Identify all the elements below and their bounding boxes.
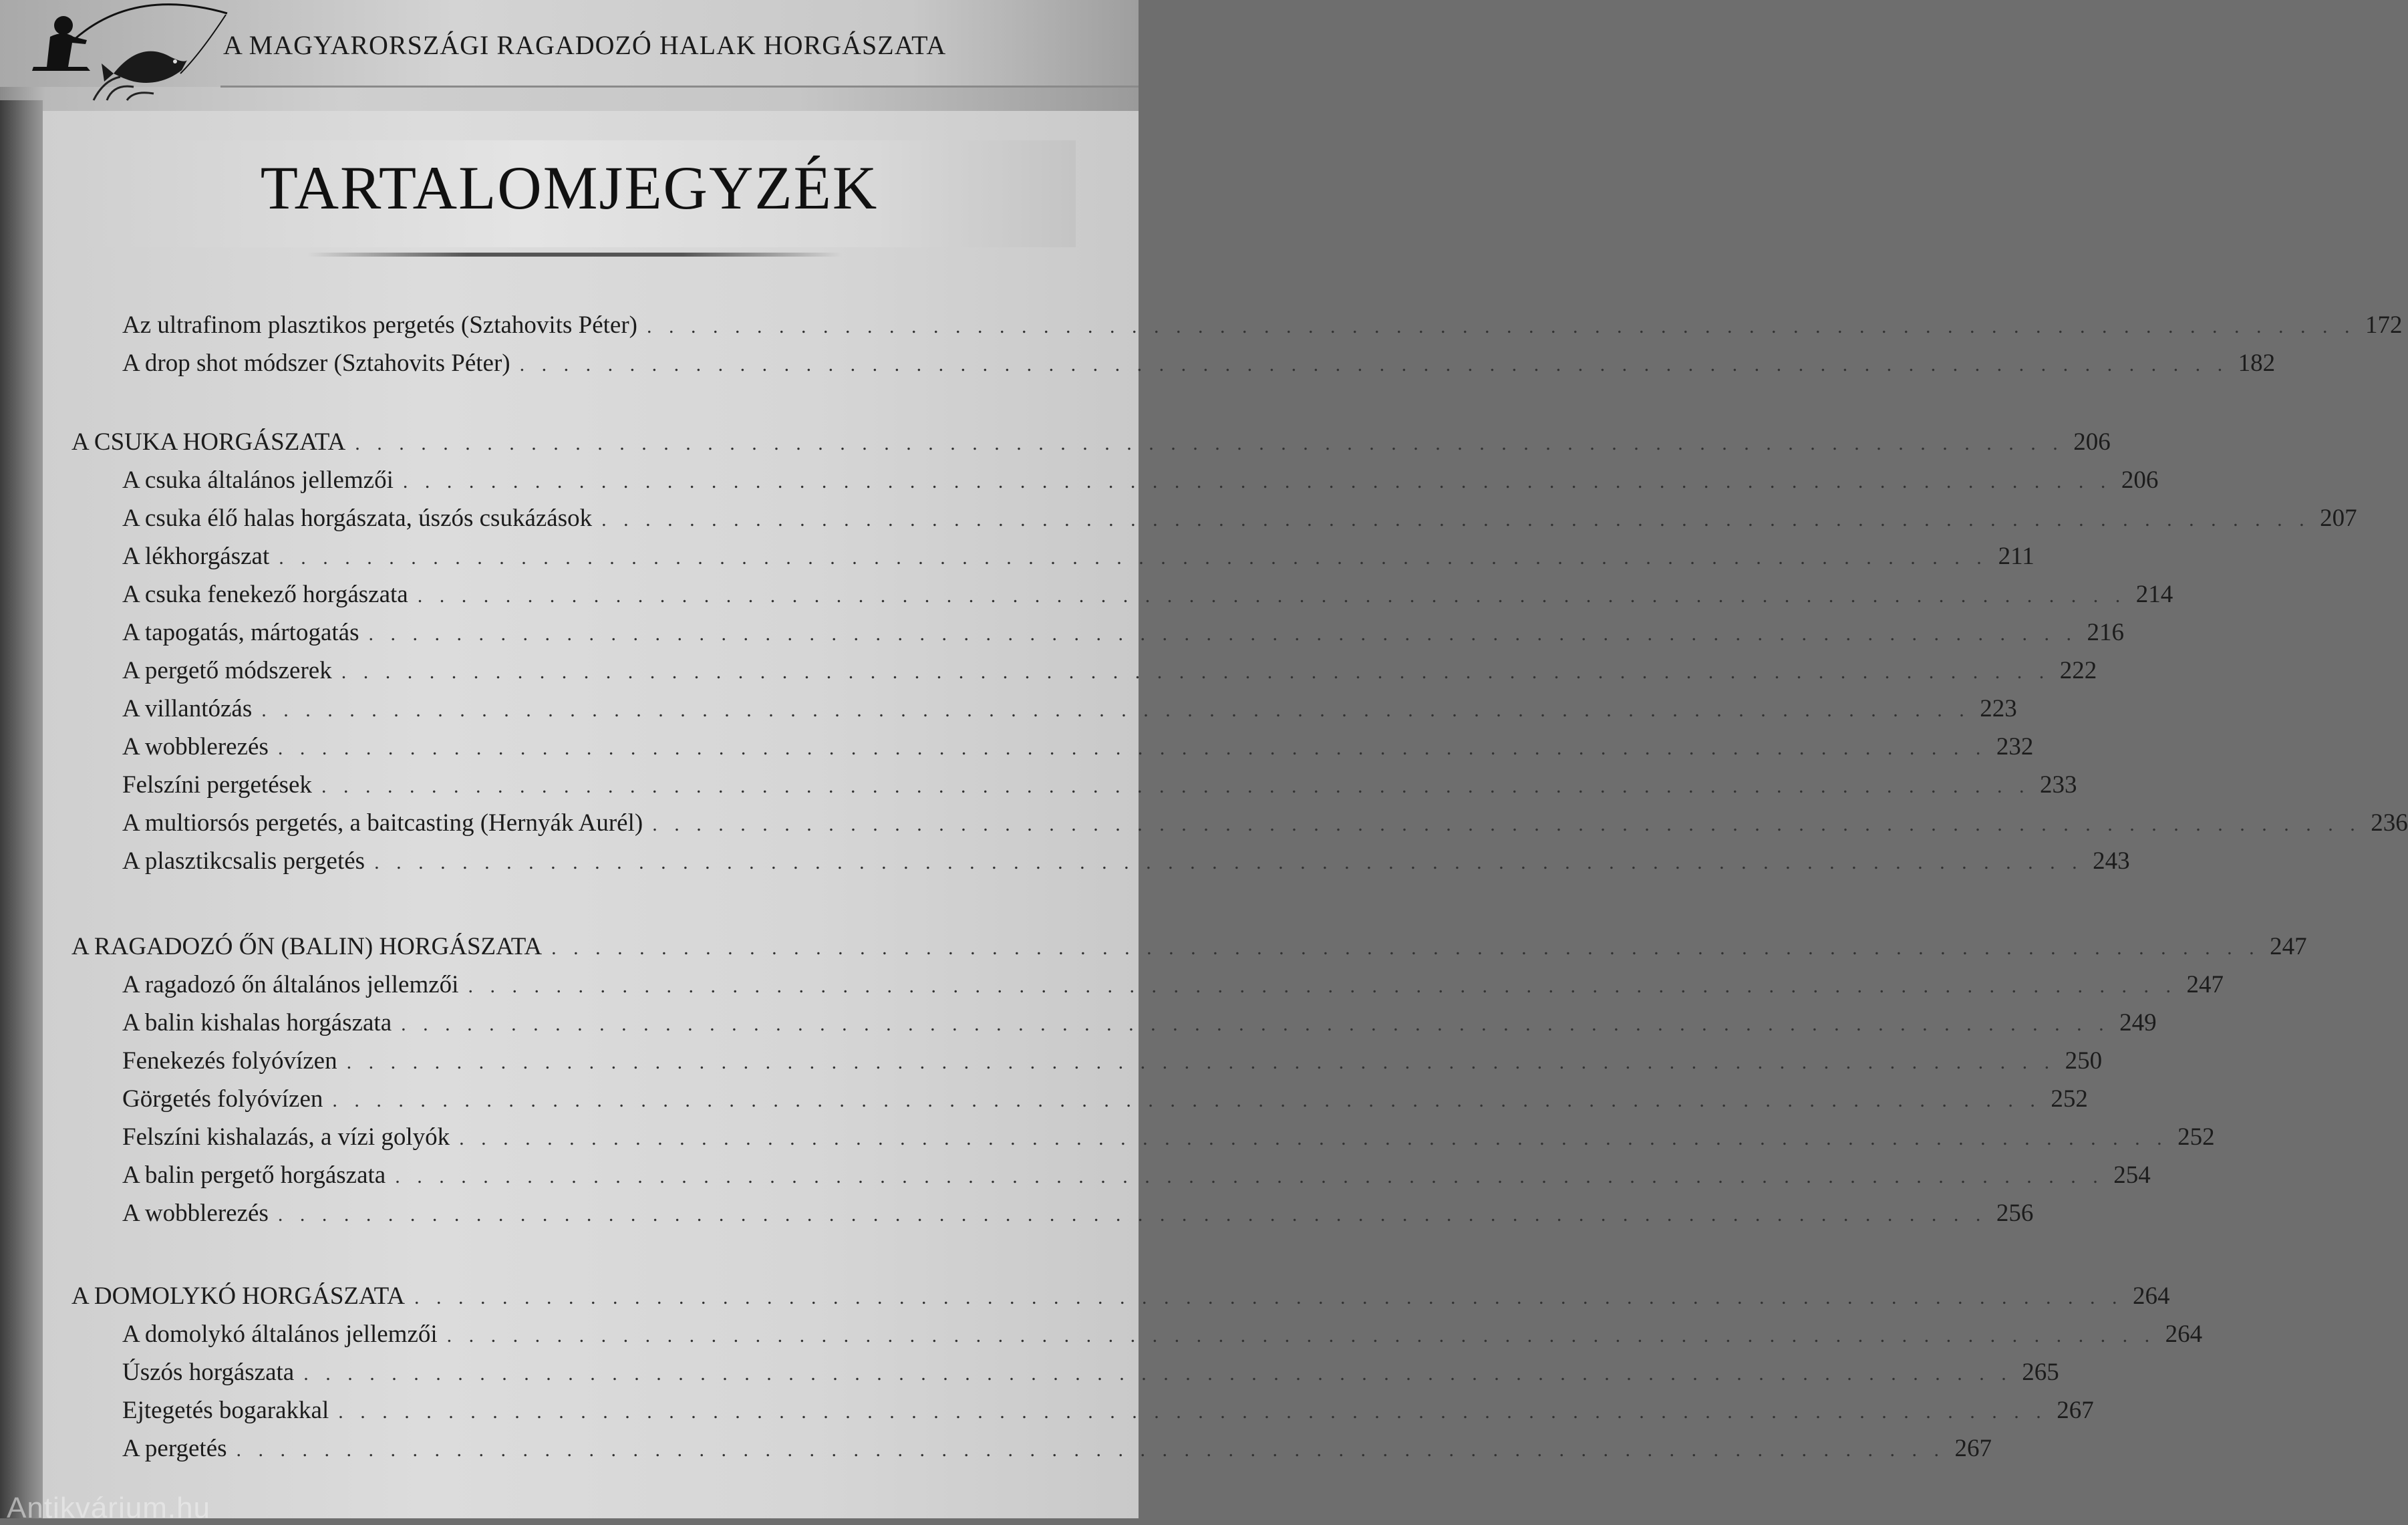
toc-page-number: 265 [2022, 1359, 2059, 1386]
toc-entry [122, 1320, 2203, 1349]
toc-entry-title: Úszós horgászata [122, 1359, 295, 1386]
toc-page-number: 233 [2039, 771, 2077, 799]
toc-entry-title: A tapogatás, mártogatás [122, 619, 359, 646]
dot-leader: . . . . . . . . . . . . . . . . . . . . . . . . . . . . . . . . . . . . . . . . . . . . . . . . . . . . . . . . . . . . . . . . . . . . . . . . . . . . . . [652, 813, 2361, 835]
dot-leader: . . . . . . . . . . . . . . . . . . . . . . . . . . . . . . . . . . . . . . . . . . . . . . . . . . . . . . . . . . . . . . . . . . . . . . . . . . . . . . [236, 1439, 1946, 1461]
toc-entry-title: A wobblerezés [122, 733, 269, 760]
toc-page-number: 182 [2238, 350, 2276, 377]
toc-entry-title: A csuka élő halas horgászata, úszós csukázások [122, 505, 593, 532]
dot-leader: . . . . . . . . . . . . . . . . . . . . . . . . . . . . . . . . . . . . . . . . . . . . . . . . . . . . . . . . . . . . . . . . . . . . . . . . . . . . . . [374, 851, 2083, 873]
dot-leader: . . . . . . . . . . . . . . . . . . . . . . . . . . . . . . . . . . . . . . . . . . . . . . . . . . . . . . . . . . . . . . . . . . . . . . . . . . . . . . [402, 470, 2112, 493]
dot-leader: . . . . . . . . . . . . . . . . . . . . . . . . . . . . . . . . . . . . . . . . . . . . . . . . . . . . . . . . . . . . . . . . . . . . . . . . . . . . . . [277, 737, 1987, 759]
toc-entry-title: Görgetés folyóvízen [122, 1085, 323, 1113]
toc-entry [122, 1085, 2088, 1113]
toc-section-heading [71, 1282, 2170, 1310]
toc-entry-title: Felszíni pergetések [122, 771, 312, 799]
dot-leader: . . . . . . . . . . . . . . . . . . . . . . . . . . . . . . . . . . . . . . . . . . . . . . . . . . . . . . . . . . . . . . . . . . . . . . . . . . . . . . [321, 775, 2030, 797]
dot-leader: . . . . . . . . . . . . . . . . . . . . . . . . . . . . . . . . . . . . . . . . . . . . . . . . . . . . . . . . . . . . . . . . . . . . . . . . . . . . . . [332, 1089, 2041, 1111]
toc-entry-title: Felszíni kishalazás, a vízi golyók [122, 1123, 450, 1151]
toc-page-number: 222 [2059, 657, 2097, 684]
toc-entry-title: A domolykó általános jellemzői [122, 1321, 438, 1348]
page-title: TARTALOMJEGYZÉK [260, 154, 879, 222]
toc-entry-title: A pergetés [122, 1435, 227, 1462]
toc-entry-title: A balin pergető horgászata [122, 1161, 386, 1189]
toc-entry [122, 809, 2408, 837]
dot-leader: . . . . . . . . . . . . . . . . . . . . . . . . . . . . . . . . . . . . . . . . . . . . . . . . . . . . . . . . . . . . . . . . . . . . . . . . . . . . . . [355, 432, 2064, 454]
watermark: Antikvárium.hu [7, 1492, 211, 1524]
toc-page-number: 247 [2186, 971, 2224, 998]
toc-entry-title: Ejtegetés bogarakkal [122, 1397, 329, 1424]
toc-entry-title: A villantózás [122, 695, 253, 722]
dot-leader: . . . . . . . . . . . . . . . . . . . . . . . . . . . . . . . . . . . . . . . . . . . . . . . . . . . . . . . . . . . . . . . . . . . . . . . . . . . . . . [601, 509, 2310, 531]
toc-page-number: 236 [2371, 809, 2408, 837]
toc-entry [122, 1358, 2059, 1387]
toc-entry-title: A DOMOLYKÓ HORGÁSZATA [71, 1282, 406, 1310]
toc-entry-title: Az ultrafinom plasztikos pergetés (Sztahovits Péter) [122, 311, 637, 339]
toc-entry [122, 1199, 2034, 1228]
toc-page-number: 247 [2270, 933, 2307, 960]
toc-entry-title: A drop shot módszer (Sztahovits Péter) [122, 350, 510, 377]
toc-entry [122, 656, 2097, 685]
toc-page-number: 264 [2165, 1321, 2203, 1348]
toc-page-number: 207 [2320, 505, 2357, 532]
dot-leader: . . . . . . . . . . . . . . . . . . . . . . . . . . . . . . . . . . . . . . . . . . . . . . . . . . . . . . . . . . . . . . . . . . . . . . . . . . . . . . [279, 547, 1988, 569]
toc-page-number: 252 [2177, 1123, 2215, 1151]
toc-entry [122, 732, 2034, 761]
toc-entry [122, 771, 2077, 799]
toc-entry [122, 311, 2403, 339]
toc-entry-title: A ragadozó őn általános jellemzői [122, 971, 459, 998]
toc-page-number: 264 [2133, 1282, 2170, 1310]
toc-entry [122, 1123, 2215, 1151]
dot-leader: . . . . . . . . . . . . . . . . . . . . . . . . . . . . . . . . . . . . . . . . . . . . . . . . . . . . . . . . . . . . . . . . . . . . . . . . . . . . . . [519, 354, 2229, 376]
toc-page-number: 252 [2051, 1085, 2088, 1113]
toc-page-number: 214 [2135, 581, 2173, 608]
dot-leader: . . . . . . . . . . . . . . . . . . . . . . . . . . . . . . . . . . . . . . . . . . . . . . . . . . . . . . . . . . . . . . . . . . . . . . . . . . . . . . [401, 1013, 2110, 1035]
toc-page-number: 216 [2087, 619, 2124, 646]
toc-entry [122, 580, 2173, 609]
toc-entry [122, 466, 2159, 495]
toc-page-number: 249 [2119, 1009, 2157, 1036]
toc-page-number: 232 [1996, 733, 2034, 760]
toc-entry [122, 970, 2224, 999]
dot-leader: . . . . . . . . . . . . . . . . . . . . . . . . . . . . . . . . . . . . . . . . . . . . . . . . . . . . . . . . . . . . . . . . . . . . . . . . . . . . . . [417, 585, 2127, 607]
dot-leader: . . . . . . . . . . . . . . . . . . . . . . . . . . . . . . . . . . . . . . . . . . . . . . . . . . . . . . . . . . . . . . . . . . . . . . . . . . . . . . [414, 1286, 2123, 1308]
toc-entry-title: A multiorsós pergetés, a baitcasting (Hernyák Aurél) [122, 809, 643, 837]
toc-section-heading [71, 428, 2111, 456]
dot-leader: . . . . . . . . . . . . . . . . . . . . . . . . . . . . . . . . . . . . . . . . . . . . . . . . . . . . . . . . . . . . . . . . . . . . . . . . . . . . . . [303, 1363, 2012, 1385]
toc-page-number: 267 [2057, 1397, 2094, 1424]
dot-leader: . . . . . . . . . . . . . . . . . . . . . . . . . . . . . . . . . . . . . . . . . . . . . . . . . . . . . . . . . . . . . . . . . . . . . . . . . . . . . . [446, 1325, 2156, 1347]
dot-leader: . . . . . . . . . . . . . . . . . . . . . . . . . . . . . . . . . . . . . . . . . . . . . . . . . . . . . . . . . . . . . . . . . . . . . . . . . . . . . . [338, 1401, 2047, 1423]
toc-entry [122, 504, 2357, 533]
toc-entry-title: A plasztikcsalis pergetés [122, 847, 365, 875]
dot-leader: . . . . . . . . . . . . . . . . . . . . . . . . . . . . . . . . . . . . . . . . . . . . . . . . . . . . . . . . . . . . . . . . . . . . . . . . . . . . . . [459, 1127, 2168, 1149]
toc-section-heading [71, 932, 2307, 961]
toc-entry [122, 1161, 2151, 1190]
toc-entry [122, 847, 2130, 875]
toc-entry [122, 1047, 2103, 1075]
toc-page-number: 206 [2121, 466, 2159, 494]
dot-leader: . . . . . . . . . . . . . . . . . . . . . . . . . . . . . . . . . . . . . . . . . . . . . . . . . . . . . . . . . . . . . . . . . . . . . . . . . . . . . . [341, 661, 2051, 683]
toc-page-number: 206 [2073, 428, 2111, 456]
toc-entry [122, 618, 2124, 647]
dot-leader: . . . . . . . . . . . . . . . . . . . . . . . . . . . . . . . . . . . . . . . . . . . . . . . . . . . . . . . . . . . . . . . . . . . . . . . . . . . . . . [468, 975, 2177, 997]
toc-page-number: 256 [1996, 1200, 2034, 1227]
toc-entry [122, 1396, 2094, 1425]
toc-entry-title: A pergető módszerek [122, 657, 332, 684]
toc-page-number: 254 [2113, 1161, 2151, 1189]
dot-leader: . . . . . . . . . . . . . . . . . . . . . . . . . . . . . . . . . . . . . . . . . . . . . . . . . . . . . . . . . . . . . . . . . . . . . . . . . . . . . . [551, 937, 2260, 959]
dot-leader: . . . . . . . . . . . . . . . . . . . . . . . . . . . . . . . . . . . . . . . . . . . . . . . . . . . . . . . . . . . . . . . . . . . . . . . . . . . . . . [646, 315, 2356, 337]
dot-leader: . . . . . . . . . . . . . . . . . . . . . . . . . . . . . . . . . . . . . . . . . . . . . . . . . . . . . . . . . . . . . . . . . . . . . . . . . . . . . . [346, 1051, 2056, 1073]
dot-leader: . . . . . . . . . . . . . . . . . . . . . . . . . . . . . . . . . . . . . . . . . . . . . . . . . . . . . . . . . . . . . . . . . . . . . . . . . . . . . . [395, 1165, 2104, 1188]
toc-entry-title: Fenekezés folyóvízen [122, 1047, 337, 1075]
toc-page-number: 250 [2065, 1047, 2103, 1075]
toc-entry-title: A RAGADOZÓ ŐN (BALIN) HORGÁSZATA [71, 933, 543, 960]
toc-entry-title: A csuka fenekező horgászata [122, 581, 408, 608]
toc-entry-title: A CSUKA HORGÁSZATA [71, 428, 346, 456]
toc-page-number: 223 [1980, 695, 2017, 722]
toc-entry-title: A lékhorgászat [122, 543, 270, 570]
toc-entry [122, 694, 2017, 723]
dot-leader: . . . . . . . . . . . . . . . . . . . . . . . . . . . . . . . . . . . . . . . . . . . . . . . . . . . . . . . . . . . . . . . . . . . . . . . . . . . . . . [368, 623, 2077, 645]
dot-leader: . . . . . . . . . . . . . . . . . . . . . . . . . . . . . . . . . . . . . . . . . . . . . . . . . . . . . . . . . . . . . . . . . . . . . . . . . . . . . . [261, 699, 1970, 721]
toc-entry-title: A csuka általános jellemzői [122, 466, 394, 494]
toc-page-number: 267 [1954, 1435, 1992, 1462]
running-head: A MAGYARORSZÁGI RAGADOZÓ HALAK HORGÁSZATA [223, 30, 947, 60]
toc-page-number: 243 [2093, 847, 2130, 875]
toc-entry [122, 1008, 2157, 1037]
toc-page-number: 211 [1998, 543, 2035, 570]
toc-entry-title: A wobblerezés [122, 1200, 269, 1227]
toc-page-number: 172 [2365, 311, 2403, 339]
toc-entry-title: A balin kishalas horgászata [122, 1009, 392, 1036]
toc-entry [122, 542, 2035, 571]
toc-entry [122, 1434, 1992, 1463]
toc-entry [122, 349, 2276, 378]
dot-leader: . . . . . . . . . . . . . . . . . . . . . . . . . . . . . . . . . . . . . . . . . . . . . . . . . . . . . . . . . . . . . . . . . . . . . . . . . . . . . . [277, 1204, 1987, 1226]
